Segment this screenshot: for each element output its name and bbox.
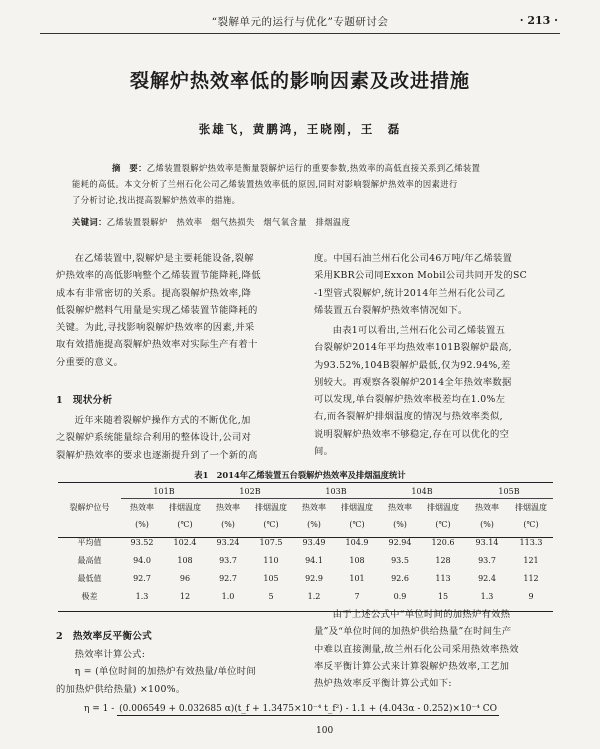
keywords-text: 乙烯装置裂解炉 热效率 烟气热损失 烟气氧含量 排烟温度: [106, 217, 351, 227]
furnace-efficiency-table: [58, 484, 553, 605]
table-cell: 93.52: [130, 537, 154, 547]
table-row-label: 最高值: [77, 555, 102, 565]
paper-title: 裂解炉热效率低的影响因素及改进措施: [129, 70, 470, 92]
table-cell: 1.0: [221, 591, 235, 601]
table-cell: 94.1: [305, 555, 323, 565]
abstract-line-3: 了分析讨论,找出提高裂解炉热效率的措施。: [72, 195, 241, 205]
intro-paragraph: 在乙烯装置中,裂解炉是主要耗能设备,裂解 炉热效率的高低影响整个乙烯装置节能降耗,降低 成本有非常密切的关系。提高裂解炉热效率,降 低裂解炉燃料气用量是实现乙烯装置节能降耗的 关键。为此,寻找影响裂解炉热效率的因素,并采 取有效措施提高裂解炉热效率对实际生产有着十 分重要的意义。: [56, 253, 261, 368]
table-unit: (%): [135, 520, 149, 529]
table-subheader: 热效率: [302, 503, 326, 512]
section-2-heading: 2 热效率反平衡公式: [56, 631, 153, 642]
table-cell: 112: [523, 573, 539, 583]
header-rule: [40, 33, 560, 34]
table-row: [58, 569, 553, 587]
abstract: [72, 160, 532, 208]
table-subheader-row: [58, 499, 553, 517]
table-cell: 105: [263, 573, 279, 583]
table-row: [58, 587, 553, 605]
table-cell: 93.5: [391, 555, 409, 565]
section-1-paragraph: 近年来随着裂解炉操作方式的不断优化,加 之裂解炉系统能量综合利用的整体设计,公司对 裂解炉热效率的要求也逐渐提升到了一个新的高: [56, 415, 258, 461]
table-subheader: 排烟温度: [427, 503, 459, 512]
running-title: “裂解单元的运行与优化”专题研讨会: [211, 16, 389, 28]
authors: 张雄飞，黄鹏鸿，王晓刚，王 磊: [198, 122, 402, 136]
table-group-header: 105B: [465, 484, 553, 499]
table-subheader: 热效率: [388, 503, 412, 512]
table-caption: 表1 2014年乙烯装置五台裂解炉热效率及排烟温度统计: [194, 470, 406, 480]
right-bottom-paragraph: 由于上述公式中“单位时间的加热炉有效热 量”及“单位时间的加热炉供给热量”在时间生产 中难以直接测量,故兰州石化公司采用热效率热效 率反平衡计算公式来计算裂解炉热效率,工艺加 热炉热效率反平衡计算公式如下:: [314, 609, 519, 690]
table-top-rule: [58, 482, 553, 483]
table-cell: 93.49: [302, 537, 326, 547]
table-cell: 92.7: [133, 573, 151, 583]
table-cell: 107.5: [259, 537, 283, 547]
table-row-header: 裂解炉位号: [69, 502, 110, 512]
table-unit: (℃): [523, 520, 539, 529]
page-number: · 213 ·: [519, 14, 558, 27]
table-cell: 93.14: [475, 537, 499, 547]
table-cell: 102.4: [173, 537, 197, 547]
keywords-label: 关键词：: [72, 217, 107, 227]
table-header-rule: [58, 537, 553, 538]
section-1-heading: 1 现状分析: [56, 395, 113, 406]
table-subheader: 排烟温度: [255, 503, 287, 512]
table-unit: (℃): [349, 520, 365, 529]
table-cell: 113: [435, 573, 451, 583]
analysis-paragraph: 由表1可以看出,兰州石化公司乙烯装置五 台裂解炉2014年平均热效率101B裂解炉最高, 为93.52%,104B裂解炉最低,仅为92.94%,差 别较大。再观察各裂解炉2014全年热效率数据 可以发现,单台裂解炉热效率极差均在1.0%左 右,而各裂解炉排烟温度的情况与热效率类似, 说明裂解炉热效率不够稳定,存在可以优化的空 间。: [314, 325, 512, 458]
table-unit: (℃): [435, 520, 451, 529]
table-cell: 15: [437, 591, 449, 601]
formula-denominator: 100: [316, 726, 334, 736]
table-group-header: 102B: [207, 484, 293, 499]
table-cell: 12: [179, 591, 191, 601]
table-cell: 1.2: [307, 591, 321, 601]
formula-lhs: η = 1 -: [84, 704, 115, 714]
running-header: [0, 12, 600, 34]
table-subheader: 排烟温度: [515, 503, 547, 512]
right-top-paragraph: 度。中国石油兰州石化公司46万吨/年乙烯装置 采用KBR公司同Exxon Mobil公司共同开发的SC -1型管式裂解炉,统计2014年兰州石化公司乙 烯装置五台裂解炉热效率情况如下。: [314, 253, 528, 316]
table-cell: 108: [177, 555, 193, 565]
table-cell: 93.7: [219, 555, 237, 565]
abstract-label: 摘 要：: [112, 163, 147, 173]
table-cell: 120.6: [431, 537, 455, 547]
table-unit: (%): [393, 520, 407, 529]
table-unit: (%): [307, 520, 321, 529]
table-unit: (℃): [263, 520, 279, 529]
table-cell: 92.6: [391, 573, 409, 583]
table-row: [58, 551, 553, 569]
table-cell: 113.3: [519, 537, 543, 547]
table-unit: (%): [221, 520, 235, 529]
table-group-header: 103B: [293, 484, 379, 499]
table-group-header-row: [58, 484, 553, 499]
efficiency-formula: [84, 704, 499, 736]
table-cell: 92.4: [478, 573, 496, 583]
table-group-header: 101B: [121, 484, 207, 499]
table-cell: 101: [349, 573, 365, 583]
table-unit: (%): [480, 520, 494, 529]
table-cell: 110: [263, 555, 279, 565]
table-subheader: 排烟温度: [341, 503, 373, 512]
table-subheader: 热效率: [130, 503, 154, 512]
table-cell: 1.3: [480, 591, 494, 601]
formula-numerator: (0.006549 + 0.032685 α)(t_f + 1.3475×10⁻⁴ t_f²) - 1.1 + (4.043α - 0.252)×10⁻⁴ CO: [119, 704, 497, 714]
table-cell: 128: [435, 555, 451, 565]
table-unit-row: [58, 516, 553, 533]
table-cell: 93.24: [216, 537, 240, 547]
table-subheader: 热效率: [216, 503, 240, 512]
table-cell: 94.0: [133, 555, 151, 565]
table-cell: 1.3: [135, 591, 149, 601]
table-cell: 93.7: [478, 555, 496, 565]
table-subheader: 排烟温度: [169, 503, 201, 512]
table-cell: 92.9: [305, 573, 323, 583]
table-cell: 121: [523, 555, 539, 565]
table-cell: 108: [349, 555, 365, 565]
abstract-line-1: 摘 要：乙烯装置裂解炉热效率是衡量裂解炉运行的重要参数,热效率的高低直接关系到乙烯装置: [112, 163, 481, 173]
table-cell: 0.9: [393, 591, 407, 601]
abstract-line-2: 能耗的高低。本文分析了兰州石化公司乙烯装置热效率低的原因,同时对影响裂解炉热效率的因素进行: [72, 179, 458, 189]
table-cell: 9: [528, 591, 534, 601]
table-cell: 92.94: [388, 537, 412, 547]
table-subheader: 热效率: [475, 503, 499, 512]
table-cell: 92.7: [219, 573, 237, 583]
section-2-paragraph: 热效率计算公式: η = (单位时间的加热炉有效热量/单位时间 的加热炉供给热量) ×100%。: [56, 649, 256, 695]
table-cell: 5: [268, 591, 274, 601]
keywords: [72, 216, 532, 228]
table-row-label: 平均值: [77, 537, 102, 547]
table-row: [58, 533, 553, 551]
table-cell: 104.9: [345, 537, 369, 547]
table-unit: (℃): [177, 520, 193, 529]
table-cell: 96: [179, 573, 191, 583]
table-group-header: 104B: [379, 484, 465, 499]
table-row-label: 极差: [81, 591, 98, 601]
table-cell: 7: [354, 591, 360, 601]
table-row-label: 最低值: [77, 573, 102, 583]
